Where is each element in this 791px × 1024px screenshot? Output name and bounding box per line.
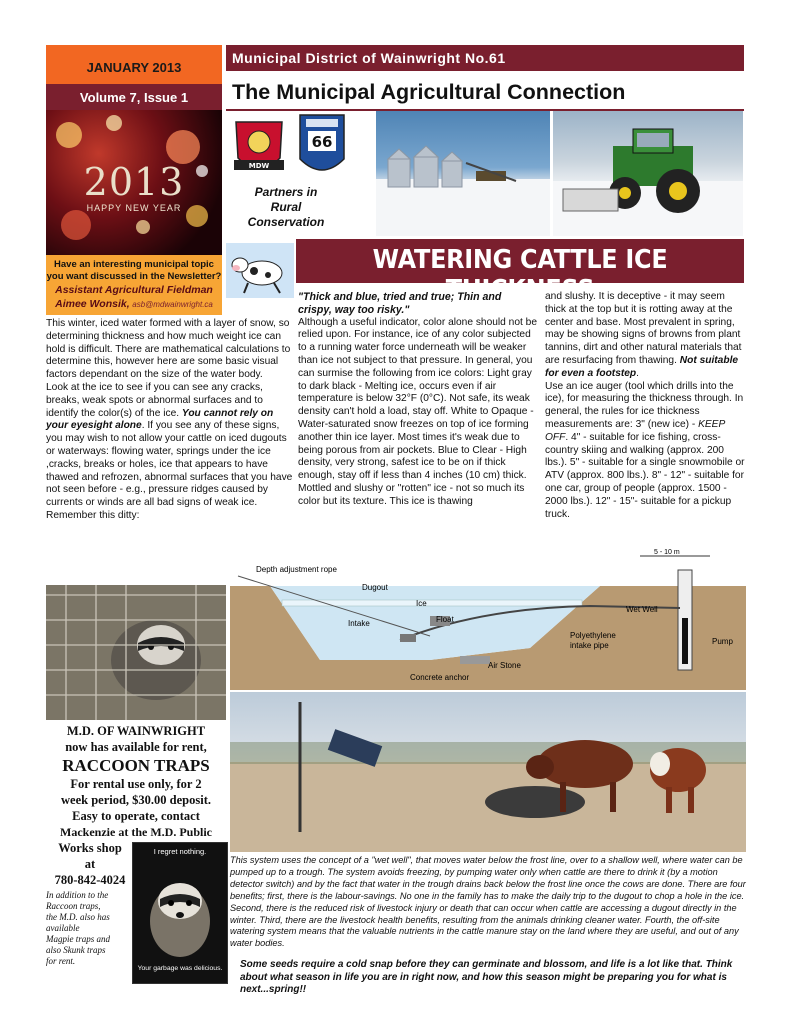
diagram-label-ice: Ice (416, 599, 427, 608)
diagram-label-anchor: Concrete anchor (410, 673, 470, 682)
side-note-2: Raccoon traps, (46, 901, 101, 911)
diagram-label-pump: Pump (712, 637, 733, 646)
topic-line-1: Have an interesting municipal topic (54, 259, 214, 270)
diagram-label-float: Float (436, 615, 454, 624)
fieldman-name: Aimee Wonsik, (55, 298, 130, 310)
side-note-3: the M.D. also has (46, 912, 110, 922)
district-name: Municipal District of Wainwright No.61 (232, 50, 506, 66)
closing-thought: Some seeds require a cold snap before they can germinate and blossom, and life is a lot like that. Think about what season in life you are in right now, and how this season might be preparing you for what is next...spring!! (240, 959, 733, 995)
fieldman-title: Assistant Agricultural Fieldman (55, 284, 213, 296)
new-year-greeting: HAPPY NEW YEAR (86, 203, 182, 213)
partners-tagline (236, 185, 336, 230)
new-year-number: 2013 (83, 160, 185, 204)
issue-date: JANUARY 2013 (86, 60, 182, 75)
diagram-label-pipe-2: intake pipe (570, 641, 609, 650)
side-note-1: In addition to the (46, 890, 109, 900)
ad-line-2: now has available for rent, (65, 740, 207, 754)
cattle-photo-caption: This system uses the concept of a "wet well", that moves water below the frost line, over to a shallow well, where water can be pumped up to a trough. The system avoids freezing, by pumping water only when cattle are there to drink it (by a motion detector switch) and by the fact that water in the trough drains back below the frost line once the cows are done. There are four benefits; first, there is the labour-savings. No one in the family has to make the daily trip to the dugout to chop a hole in the ice. Second, there is the reduced risk of livestock injury or death that can occur when cattle are accessing a dugout directly in the winter. Third, there are the livestock health benefits, resulting from the animals drinking cleaner water. Fourth, the off-site watering system means that the valuable nutrients in the cattle manure stay on the land where they are useful, and out of any water bodies. (230, 855, 746, 949)
col3-p1-emphasis: Not suitable for even a footstep (545, 354, 739, 379)
ad-line-1: M.D. OF WAINWRIGHT (66, 724, 206, 738)
grain-bins-photo (376, 111, 550, 236)
col1-p2-text: Look at the ice to see if you can see any cracks, breaks, weak spots or abnormal surfaces and to identify the color(s) of the ice. (46, 381, 263, 419)
ad-phone: 780-842-4024 (54, 873, 126, 887)
article-headline: WATERING CATTLE ICE THICKNESS (372, 245, 668, 305)
diagram-label-pipe-1: Polyethylene (570, 631, 616, 640)
col3-paragraph-1 (545, 291, 745, 381)
md-wainwright-logo (228, 114, 290, 184)
diagram-label-wet-well: Wet Well (626, 605, 658, 614)
col3-p2-emphasis: KEEP OFF (545, 418, 725, 443)
fieldman-contact (46, 298, 222, 311)
partners-line-2: Rural (270, 200, 302, 214)
col3-paragraph-2 (545, 381, 745, 522)
diagram-label-distance: 5 - 10 m (654, 549, 680, 556)
newsletter-title: The Municipal Agricultural Connection (232, 80, 626, 104)
diagram-label-dugout: Dugout (362, 583, 388, 592)
col3-p1-text-end: . (636, 367, 639, 379)
col3-p2-text-end: . 4" - suitable for ice fishing, cross-country skiing and walking (approx. 200 lbs.). 5" - suitable for a single snowmobile or ATV (approx. 800 lbs.). 8" - 12" - suitable for one car, group of people (approx. 1500 - 2000 lbs.). 12" - 15"- suitable for a pickup truck. (545, 431, 745, 520)
wet-well-diagram (230, 548, 746, 690)
raccoon-trap-photo (46, 585, 226, 720)
raccoon-meme-image (132, 842, 228, 984)
tractor-snow-photo (553, 111, 743, 236)
diagram-label-airstone: Air Stone (488, 661, 521, 670)
topic-line-2: you want discussed in the Newsletter? (46, 271, 222, 282)
ice-ditty: "Thick and blue, tried and true; Thin and crispy, way too risky." (298, 291, 502, 316)
side-note-7: for rent. (46, 956, 76, 966)
col3-p2-text: Use an ice auger (tool which drills into the ice), for measuring the thickness through. In general, the rules for ice thickness measurements are: 3" (new ice) - (545, 380, 744, 430)
article-column-3 (545, 291, 745, 521)
diagram-label-rope: Depth adjustment rope (256, 565, 337, 574)
ad-line-4: For rental use only, for 2 (70, 777, 202, 791)
side-note-4: available (46, 923, 80, 933)
ad-headline: RACCOON TRAPS (62, 756, 210, 775)
ad-line-9: at (84, 857, 96, 871)
col1-p2-text-end: . If you see any of these signs, you may wish to not allow your cattle on iced dugouts or waterways: flowing water, springs under the ice ,cracks, breaks or holes, ice that appears to have thawed and refrozen, abnormal surfaces that you have not seen before - e.g., pressure ridges caused by currents or winds are all bad signs of weak ice. Remember this ditty: (46, 420, 293, 521)
cow-cartoon (226, 243, 294, 298)
side-note-6: also Skunk traps (46, 945, 106, 955)
partners-line-1: Partners in (254, 185, 318, 199)
ice-layer (282, 600, 582, 606)
ad-line-5: week period, $30.00 deposit. (61, 793, 211, 807)
col2-paragraph-1: Although a useful indicator, color alone should not be relied upon. For instance, ice of any color subjected to a running water force underneath will be weaker than ice not subject to that pressure. In general, you can surmise the following from ice colors: Light gray to dark black - Melting ice, occurs even if air temperature is below 32°F (0°C). Not safe, its weak density can't hold a load, stay off. White to Opaque - Water-saturated snow freezes on top of ice forming another thin ice layer. Most times it's weak due to being porous from air pockets. Blue to Clear - High density, very strong, safest ice to be on if thick enough, stay off if less than 4 inches (10 cm) thick. Mottled and slushy or "rotten" ice - not so much its color but its texture. This ice is thawing (298, 316, 538, 507)
article-column-2 (298, 291, 538, 509)
ad-line-8: Works shop (58, 841, 122, 855)
col1-paragraph-1: This winter, iced water formed with a layer of snow, so determining thickness and how much weight ice can hold is difficult. There are mathematical calculations to determine this, however here are some basic visual factors dependant on the size of the water body. (46, 318, 291, 381)
side-note-5: Magpie traps and (46, 934, 110, 944)
meme-bottom-text: Your garbage was delicious. (137, 965, 223, 972)
ad-line-7: Mackenzie at the M.D. Public (60, 825, 212, 839)
col1-p2-emphasis: You cannot rely on your eyesight alone (46, 407, 274, 432)
meme-top-text: I regret nothing. (153, 847, 207, 856)
article-column-1 (46, 318, 296, 523)
col3-p1-text: and slushy. It is deceptive - it may seem thick at the top but it is rotting away at the center and base. Most prevalent in spring, may be showing signs of browns from plant tannins, dirt and other natural materials that are resurfacing from thawing. (545, 291, 742, 366)
ad-line-6: Easy to operate, contact (72, 809, 200, 823)
diagram-label-intake: Intake (348, 619, 370, 628)
fieldman-email[interactable]: asb@mdwainwright.ca (132, 300, 213, 309)
cattle-watering-photo (230, 692, 746, 852)
volume-issue: Volume 7, Issue 1 (79, 90, 189, 105)
asb-logo (296, 111, 348, 183)
col1-paragraph-2 (46, 382, 296, 523)
partners-line-3: Conservation (247, 215, 325, 229)
asb-logo-number: 66 (311, 133, 333, 151)
md-logo-text: MDW (248, 162, 270, 170)
